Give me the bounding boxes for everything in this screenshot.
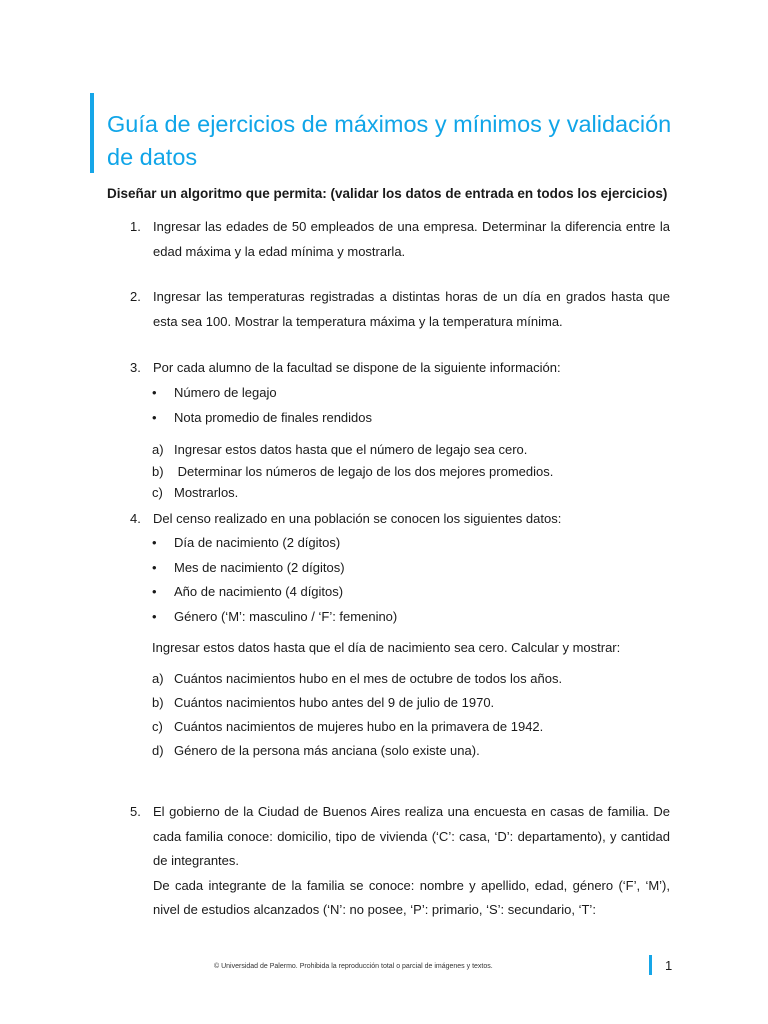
footer-copyright: © Universidad de Palermo. Prohibida la reproducción total o parcial de imágenes y textos. — [214, 963, 493, 970]
sub-item-text: Cuántos nacimientos hubo en el mes de octubre de todos los años. — [174, 671, 563, 686]
sub-item-text: Cuántos nacimientos hubo antes del 9 de julio de 1970. — [174, 695, 495, 710]
sub-item-text: Mostrarlos. — [174, 485, 239, 500]
exercise-3-subitems — [152, 439, 662, 504]
title-accent-bar — [90, 93, 94, 173]
bullet-item: • Género (‘M’: masculino / ‘F’: femenino) — [152, 605, 662, 630]
exercise-number: 2. — [130, 289, 141, 304]
sub-item-letter: d) — [152, 743, 164, 758]
bullet-item: • Mes de nacimiento (2 dígitos) — [152, 556, 662, 581]
sub-item — [152, 482, 662, 504]
exercise-number: 4. — [130, 511, 141, 526]
exercise-4 — [130, 507, 670, 532]
exercise-2 — [130, 285, 670, 334]
sub-item-text: Ingresar estos datos hasta que el número de legajo sea cero. — [174, 442, 528, 457]
sub-item-text: Cuántos nacimientos de mujeres hubo en la primavera de 1942. — [174, 719, 544, 734]
bullet-item: • Nota promedio de finales rendidos — [152, 406, 662, 431]
sub-item — [152, 739, 662, 763]
sub-item-letter: a) — [152, 671, 164, 686]
sub-item-letter: b) — [152, 463, 164, 479]
exercise-text: El gobierno de la Ciudad de Buenos Aires realiza una encuesta en casas de familia. De cada familia conoce: domicilio, tipo de vivienda (‘C’: casa, ‘D’: departamento), y cantidad de integrantes. — [153, 804, 670, 868]
exercise-text-continued: De cada integrante de la familia se conoce: nombre y apellido, edad, género (‘F’, ‘M’), nivel de estudios alcanzados (‘N’: no posee, ‘P’: primario, ‘S’: secundario, ‘T’: — [153, 877, 670, 917]
sub-item-letter: c) — [152, 485, 163, 500]
sub-item-letter: a) — [152, 442, 164, 457]
exercise-number: 1. — [130, 219, 141, 234]
exercise-number: 3. — [130, 360, 141, 375]
exercise-1 — [130, 215, 670, 264]
exercise-intro: Diseñar un algoritmo que permita: (validar los datos de entrada en todos los ejercicios) — [107, 186, 668, 201]
sub-item-letter: c) — [152, 719, 163, 734]
exercise-4-paragraph: Ingresar estos datos hasta que el día de nacimiento sea cero. Calcular y mostrar: — [152, 640, 621, 655]
sub-item — [152, 439, 662, 461]
bullet-item: • Día de nacimiento (2 dígitos) — [152, 531, 662, 556]
sub-item — [152, 461, 662, 483]
sub-item — [152, 667, 662, 691]
exercise-text: Por cada alumno de la facultad se dispone de la siguiente información: — [153, 360, 561, 375]
exercise-number: 5. — [130, 804, 141, 819]
exercise-text: Ingresar las edades de 50 empleados de una empresa. Determinar la diferencia entre la edad máxima y la edad mínima y mostrarla. — [153, 219, 670, 259]
bullet-item: • Número de legajo — [152, 381, 662, 406]
exercise-text: Del censo realizado en una población se conocen los siguientes datos: — [153, 511, 562, 526]
exercise-3-bullets — [152, 381, 662, 430]
footer-accent-bar — [649, 955, 652, 975]
exercise-4-bullets — [152, 531, 662, 629]
sub-item-text: Determinar los números de legajo de los dos mejores promedios. — [174, 463, 554, 479]
sub-item-letter: b) — [152, 695, 164, 710]
document-title: Guía de ejercicios de máximos y mínimos y validación de datos — [107, 111, 672, 170]
sub-item — [152, 691, 662, 715]
page-number: 1 — [665, 958, 673, 973]
exercise-3 — [130, 356, 670, 381]
exercise-text: Ingresar las temperaturas registradas a distintas horas de un día en grados hasta que esta sea 100. Mostrar la temperatura máxima y la temperatura mínima. — [153, 289, 670, 329]
bullet-item: • Año de nacimiento (4 dígitos) — [152, 580, 662, 605]
exercise-4-subitems — [152, 667, 662, 763]
sub-item-text: Género de la persona más anciana (solo existe una). — [174, 743, 480, 758]
sub-item — [152, 715, 662, 739]
exercise-5 — [130, 800, 670, 923]
